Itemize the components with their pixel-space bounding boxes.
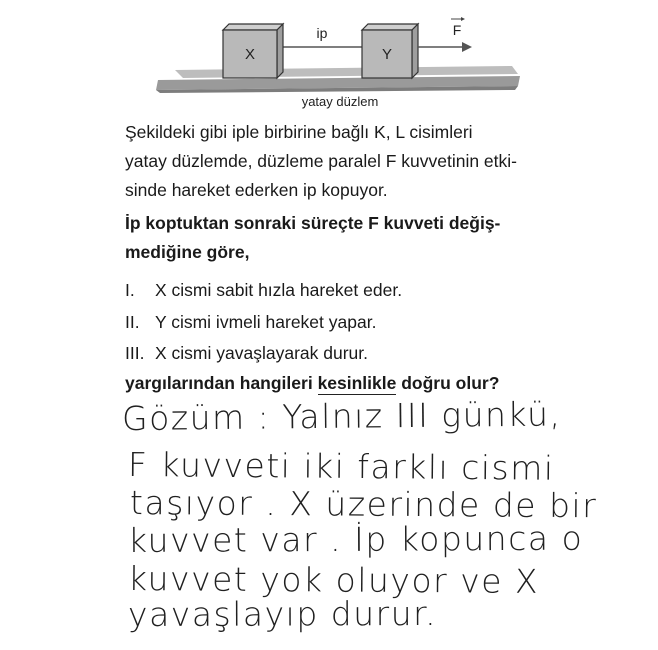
question-bold-line-2: mediğine göre, [125, 242, 250, 262]
statement-1-number: I. [125, 280, 135, 300]
answer-line-2: F kuvveti iki farklı cismi [127, 445, 555, 488]
question-line-1: Şekildeki gibi iple birbirine bağlı K, L cisimleri [125, 122, 473, 142]
final-question-emphasis: kesinlikle [317, 373, 397, 393]
handwritten-answer [0, 395, 658, 650]
statement-3-text: X cismi yavaşlayarak durur. [155, 343, 368, 363]
answer-line-1: Gözüm : Yalnız III günkü, [121, 394, 562, 438]
statement-3-number: III. [125, 343, 145, 363]
force-label-text: F [452, 22, 462, 38]
rope-label: ip [316, 25, 328, 41]
answer-line-5: kuvvet yok oluyor ve X [127, 559, 540, 601]
final-question-prefix: yargılarından hangileri [125, 373, 318, 393]
statement-2-text: Y cismi ivmeli hareket yapar. [155, 312, 377, 332]
answer-line-6: yavaşlayıp durur. [127, 593, 438, 634]
question-line-3: sinde hareket ederken ip kopuyor. [125, 180, 388, 200]
question-bold-line-1: İp koptuktan sonraki süreçte F kuvveti değiş- [125, 213, 501, 233]
question-text [125, 118, 625, 267]
statement-1-text: X cismi sabit hızla hareket eder. [155, 280, 403, 300]
force-label [451, 17, 465, 38]
plane-label: yatay düzlem [301, 94, 379, 109]
final-question-suffix: doğru olur? [396, 373, 500, 393]
question-line-2: yatay düzlemde, düzleme paralel F kuvvetinin etki- [125, 151, 517, 171]
force-arrow-head-icon [462, 42, 472, 52]
block-x-label: X [244, 46, 256, 63]
statement-3 [125, 343, 368, 364]
final-question [125, 373, 499, 394]
answer-line-4: kuvvet var . İp kopunca o [127, 518, 584, 560]
figure-svg [0, 0, 658, 112]
statement-2 [125, 312, 376, 333]
block-x [223, 24, 283, 78]
statement-1 [125, 280, 402, 301]
physics-figure [0, 0, 658, 112]
answer-line-3: taşıyor . X üzerinde de bir [129, 483, 598, 526]
statement-2-number: II. [125, 312, 140, 332]
block-y-label: Y [381, 46, 393, 63]
block-y [362, 24, 418, 78]
